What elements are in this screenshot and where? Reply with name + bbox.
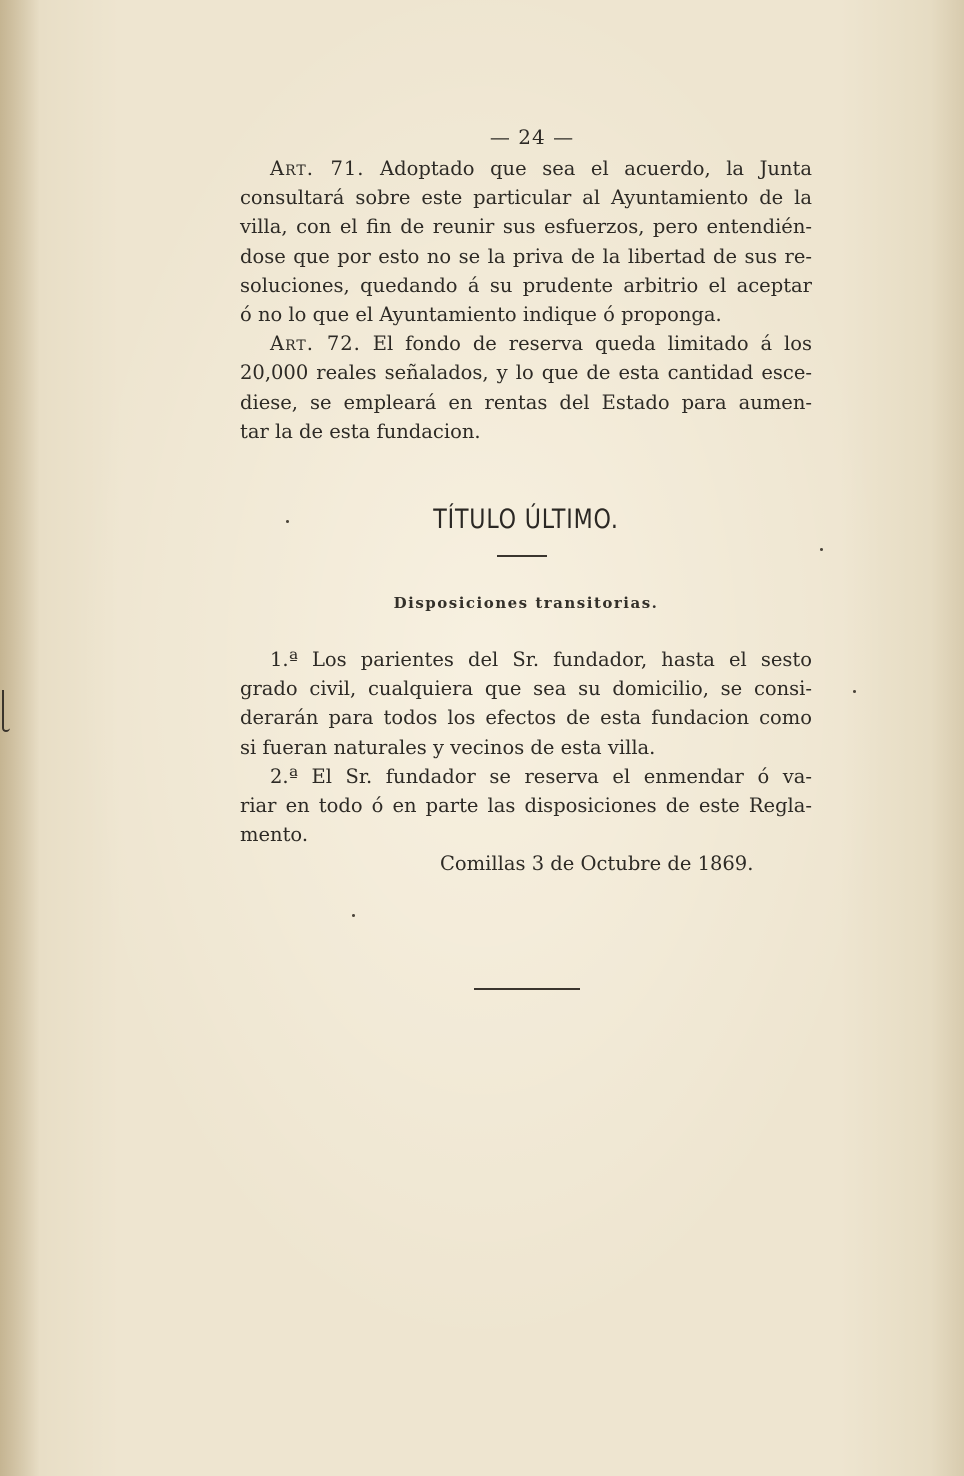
article-72-line-2: 20,000 reales señalados, y lo que de esta cantidad esce-	[240, 361, 812, 385]
disposition-2-line-1	[240, 762, 812, 791]
title-rule	[497, 555, 547, 557]
article-72-text-1: El fondo de reserva queda limitado á los	[372, 332, 813, 356]
disposition-1-line-4: si fueran naturales y vecinos de esta villa.	[240, 735, 656, 759]
disposition-1-line-1	[240, 645, 812, 674]
lower-text-block	[240, 645, 812, 879]
end-rule	[474, 988, 580, 990]
article-71-line-4: dose que por esto no se la priva de la libertad de sus re-	[240, 244, 812, 268]
binding-mark	[2, 690, 10, 732]
ink-speck	[352, 914, 355, 917]
article-72	[240, 329, 812, 446]
ink-speck	[853, 690, 856, 693]
page-number: — 24 —	[489, 125, 575, 149]
date-line: Comillas 3 de Octubre de 1869.	[440, 852, 754, 876]
disposition-2-line-3: mento.	[240, 823, 309, 847]
disposition-2-label: 2.ª	[270, 764, 298, 788]
article-72-line-1	[240, 329, 812, 358]
article-71-label: Art. 71.	[270, 157, 365, 180]
article-72-label: Art. 72.	[270, 332, 361, 356]
article-71-line-2: consultará sobre este particular al Ayuntamiento de la	[240, 186, 812, 210]
upper-text-block	[240, 120, 812, 446]
article-72-line-4: tar la de esta fundacion.	[240, 419, 481, 443]
article-71-text-1: Adoptado que sea el acuerdo, la Junta	[380, 157, 813, 180]
ink-speck	[820, 548, 823, 551]
disposition-1-label: 1.ª	[270, 648, 298, 671]
disposition-2-line-2: riar en todo ó en parte las disposiciones de este Regla-	[240, 794, 812, 818]
article-71-line-1	[240, 154, 812, 183]
disposition-1-line-3: derarán para todos los efectos de esta fundacion como	[240, 706, 812, 730]
article-71-line-5: soluciones, quedando á su prudente arbitrio el aceptar	[240, 273, 812, 297]
disposition-2-text-1: El Sr. fundador se reserva el enmendar ó va-	[311, 764, 812, 788]
ink-speck	[286, 520, 289, 523]
disposition-2	[240, 762, 812, 850]
disposition-1	[240, 645, 812, 762]
disposition-1-text-1: Los parientes del Sr. fundador, hasta el sesto	[311, 648, 812, 671]
article-72-line-3: diese, se empleará en rentas del Estado para aumen-	[240, 390, 812, 414]
article-71-line-3: villa, con el fin de reunir sus esfuerzos, pero entendién-	[240, 215, 812, 239]
article-71	[240, 154, 812, 329]
article-71-line-6: ó no lo que el Ayuntamiento indique ó proponga.	[240, 303, 722, 327]
page-edge-stain	[0, 0, 40, 1476]
section-subtitle: Disposiciones transitorias.	[393, 594, 659, 612]
section-title: TÍTULO ÚLTIMO.	[433, 504, 619, 535]
disposition-1-line-2: grado civil, cualquiera que sea su domicilio, se consi-	[240, 677, 812, 701]
